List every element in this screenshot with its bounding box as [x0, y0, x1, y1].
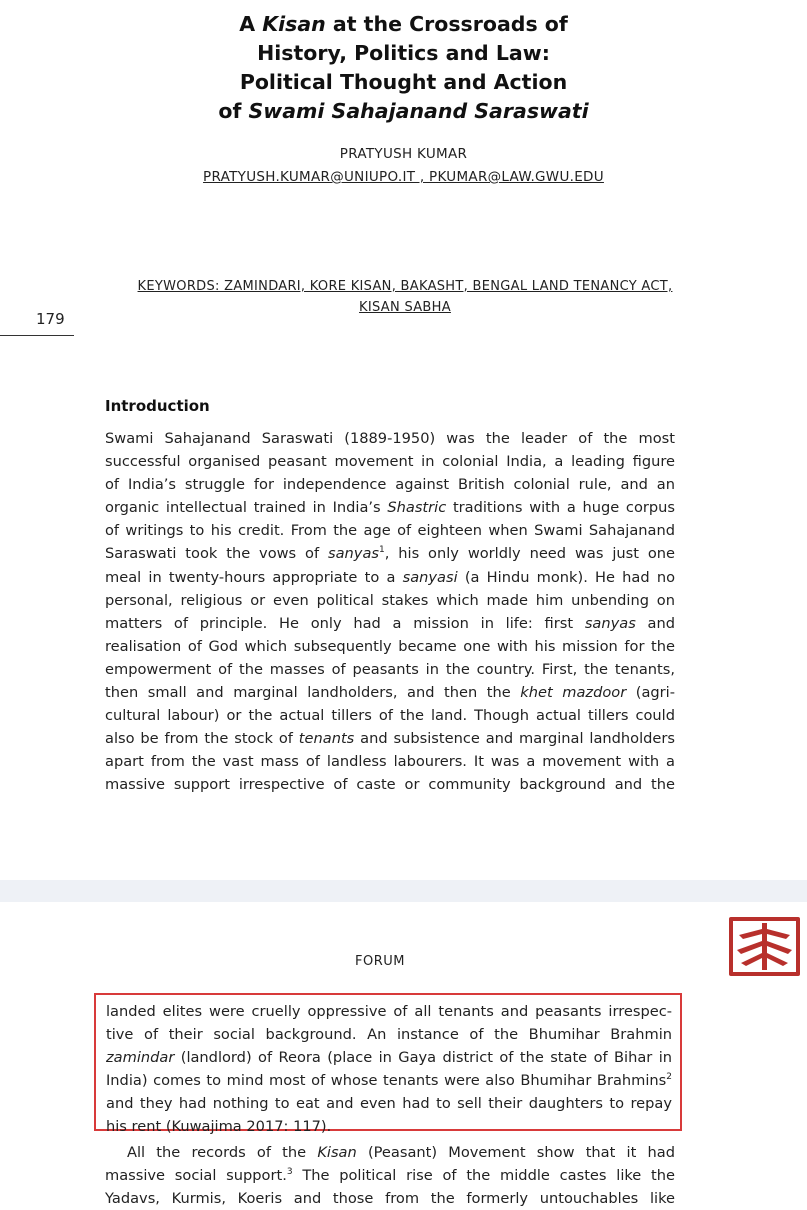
footnote-ref[interactable]: 1 — [379, 545, 385, 556]
text-line — [105, 727, 675, 750]
text-line — [105, 473, 675, 496]
text-run: apart from the vast mass of landless labourers. It was a movement with a — [105, 753, 675, 771]
text-run: of writings to his credit. From the age of eighteen when Swami Sahajanand — [105, 522, 675, 540]
text-run: and — [635, 614, 675, 632]
text-line — [106, 1046, 672, 1069]
italic-term: Kisan — [317, 1144, 357, 1161]
page-number-rule — [0, 335, 74, 336]
text-run: personal, religious or even political stakes which made him unbending on — [105, 591, 675, 609]
text-run: (agri- — [626, 684, 675, 702]
text-run: landed elites were cruelly oppressive of all tenants and peasants irrespec- — [106, 1003, 672, 1020]
author-emails[interactable]: PRATYUSH.KUMAR@UNIUPO.IT , PKUMAR@LAW.GWU.EDU — [203, 169, 604, 185]
text-line — [105, 566, 675, 589]
author-name: PRATYUSH KUMAR — [339, 146, 468, 162]
page-number: 179 — [36, 310, 65, 328]
text-run: then small and marginal landholders, and then the — [105, 684, 521, 702]
text-run: organic intellectual trained in India’s — [105, 499, 388, 517]
text-line — [106, 1069, 672, 1092]
continuation-paragraph — [105, 1141, 675, 1210]
title-line-3: Political Thought and Action — [239, 70, 568, 94]
page-gap — [0, 880, 807, 902]
text-line — [105, 519, 675, 542]
text-run: and they had nothing to eat and even had to sell their daughters to repay — [106, 1095, 672, 1113]
title-line-2: History, Politics and Law: — [257, 41, 550, 65]
keywords-line-2: KISAN SABHA — [359, 300, 451, 315]
text-run: cultural labour) or the actual tillers of the land. Though actual tillers could — [105, 707, 675, 725]
text-run: traditions with a huge corpus — [446, 499, 676, 517]
text-run: The political rise of the middle castes like the — [292, 1167, 675, 1185]
text-run: meal in twenty-hours appropriate to a — [105, 568, 403, 586]
text-line — [106, 1023, 672, 1046]
section-heading: Introduction — [105, 397, 210, 415]
text-run: Swami Sahajanand Saraswati (1889-1950) was the leader of the most — [105, 430, 675, 447]
italic-term: sanyas — [584, 614, 636, 632]
text-run: empowerment of the masses of peasants in the country. First, the tenants, — [105, 660, 675, 678]
text-line — [105, 450, 675, 473]
text-line — [105, 681, 675, 704]
text-line — [105, 635, 675, 658]
text-run: successful organised peasant movement in colonial India, a leading figure — [105, 453, 675, 471]
text-line — [105, 773, 675, 796]
text-line — [105, 612, 675, 635]
text-run: tive of their social background. An instance of the Bhumihar Brahmin — [106, 1026, 672, 1044]
text-run: realisation of God which subsequently became one with his mission for the — [105, 637, 675, 655]
text-run: and subsistence and marginal landholders — [354, 730, 675, 748]
italic-term: khet mazdoor — [520, 684, 627, 702]
paper-title — [60, 10, 747, 126]
text-run: of India’s struggle for independence against British colonial rule, and an — [105, 476, 675, 494]
text-line — [105, 589, 675, 612]
text-run: Yadavs, Kurmis, Koeris and those from the formerly untouchables like — [105, 1190, 675, 1208]
footnote-ref[interactable]: 3 — [286, 1167, 293, 1178]
text-run: also be from the stock of — [105, 730, 299, 748]
italic-term: sanyas — [328, 545, 379, 563]
text-run: massive social support. — [105, 1167, 287, 1185]
text-line — [105, 427, 675, 450]
text-line — [106, 1000, 672, 1023]
text-run: matters of principle. He only had a mission in life: first — [105, 614, 585, 632]
journal-seal-icon — [729, 917, 800, 976]
text-line — [105, 750, 675, 773]
italic-term: zamindar — [106, 1049, 175, 1067]
text-line — [106, 1115, 672, 1138]
introduction-paragraph — [105, 427, 675, 797]
text-line — [105, 658, 675, 681]
title-line-4: of Swami Sahajanand Saraswati — [218, 99, 589, 123]
italic-term: tenants — [298, 730, 355, 748]
footnote-ref[interactable]: 2 — [666, 1072, 672, 1083]
text-line — [105, 1141, 675, 1164]
highlighted-text — [106, 1000, 672, 1139]
text-line — [105, 496, 675, 519]
text-run: his rent (Kuwajima 2017: 117). — [106, 1118, 332, 1136]
title-line-1: A Kisan at the Crossroads of — [239, 12, 568, 36]
italic-term: sanyasi — [402, 568, 458, 586]
text-line — [105, 704, 675, 727]
keywords — [110, 276, 700, 318]
text-run: Saraswati took the vows of — [105, 545, 329, 563]
text-run: massive support irrespective of caste or community background and the — [105, 776, 675, 794]
text-line — [105, 1164, 675, 1187]
text-line — [106, 1092, 672, 1115]
text-run: , his only worldly need was just one — [384, 545, 675, 563]
text-run: (Peasant) Movement show that it had — [356, 1144, 675, 1161]
text-run: (a Hindu monk). He had no — [457, 568, 676, 586]
text-line — [105, 542, 675, 565]
highlighted-passage — [94, 993, 682, 1136]
running-header: FORUM — [355, 954, 405, 969]
text-run: (landlord) of Reora (place in Gaya district of the state of Bihar in — [174, 1049, 672, 1067]
text-run: India) comes to mind most of whose tenants were also Bhumihar Brahmins — [106, 1072, 667, 1090]
text-run: All the records of the — [127, 1144, 318, 1161]
italic-term: Shastric — [387, 499, 447, 517]
keywords-line-1: KEYWORDS: ZAMINDARI, KORE KISAN, BAKASHT, BENGAL LAND TENANCY ACT, — [137, 279, 673, 294]
